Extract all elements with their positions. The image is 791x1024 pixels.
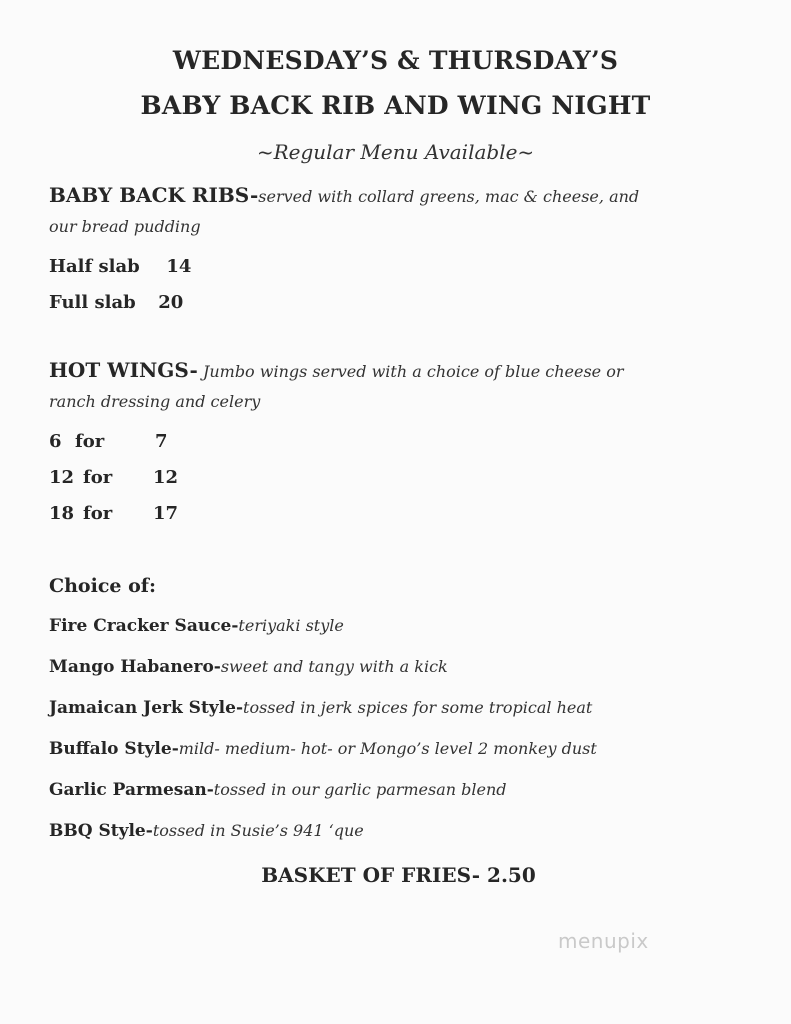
choice-description: tossed in Susie’s 941 ‘que bbox=[152, 821, 364, 840]
basket-of-fries: BASKET OF FRIES- 2.50 bbox=[261, 863, 536, 887]
choices-heading: Choice of: bbox=[49, 575, 156, 597]
choice-item bbox=[49, 657, 448, 677]
choice-description: tossed in our garlic parmesan blend bbox=[213, 780, 507, 799]
wings-for: for bbox=[83, 503, 113, 524]
ribs-price-value: 20 bbox=[158, 292, 184, 313]
wings-for: for bbox=[83, 467, 113, 488]
wings-for: for bbox=[75, 431, 105, 452]
wings-qty: 18 bbox=[49, 503, 75, 524]
choice-description: teriyaki style bbox=[238, 616, 344, 635]
ribs-heading-line bbox=[49, 183, 639, 207]
choice-name: BBQ Style- bbox=[49, 821, 153, 841]
choice-item bbox=[49, 780, 507, 800]
menu-title-line1: WEDNESDAY’S & THURSDAY’S bbox=[172, 46, 619, 75]
ribs-description-line1: served with collard greens, mac & cheese, and bbox=[258, 187, 640, 206]
choice-name: Garlic Parmesan- bbox=[49, 780, 214, 800]
choice-description: tossed in jerk spices for some tropical heat bbox=[243, 698, 593, 717]
choice-name: Mango Habanero- bbox=[49, 657, 221, 677]
wings-description-line1: Jumbo wings served with a choice of blue cheese or bbox=[202, 362, 624, 381]
wings-price: 17 bbox=[153, 503, 179, 524]
wings-price-row bbox=[49, 431, 168, 452]
ribs-price-value: 14 bbox=[166, 256, 192, 277]
menupix-watermark: menupix bbox=[558, 929, 649, 953]
wings-qty: 6 bbox=[49, 431, 62, 452]
wings-price: 12 bbox=[153, 467, 179, 488]
choice-item bbox=[49, 698, 592, 718]
choice-item bbox=[49, 821, 364, 841]
wings-heading-line bbox=[49, 358, 624, 382]
ribs-price-row-half bbox=[49, 256, 191, 277]
choice-description: mild- medium- hot- or Mongo’s level 2 monkey dust bbox=[178, 739, 597, 758]
wings-price: 7 bbox=[155, 431, 168, 452]
choice-item bbox=[49, 739, 597, 759]
choice-name: Buffalo Style- bbox=[49, 739, 179, 759]
ribs-description-line2: our bread pudding bbox=[49, 217, 201, 236]
wings-price-row bbox=[49, 467, 178, 488]
wings-description-line2: ranch dressing and celery bbox=[49, 392, 261, 411]
menu-title-line2: BABY BACK RIB AND WING NIGHT bbox=[140, 91, 651, 120]
wings-price-row bbox=[49, 503, 178, 524]
wings-heading: HOT WINGS- bbox=[49, 358, 198, 382]
ribs-price-row-full bbox=[49, 292, 183, 313]
choice-item bbox=[49, 616, 344, 636]
choice-description: sweet and tangy with a kick bbox=[220, 657, 448, 676]
menu-subtitle: ~Regular Menu Available~ bbox=[256, 140, 535, 164]
ribs-price-label: Full slab bbox=[49, 292, 136, 313]
choice-name: Jamaican Jerk Style- bbox=[49, 698, 244, 718]
wings-qty: 12 bbox=[49, 467, 75, 488]
ribs-price-label: Half slab bbox=[49, 256, 140, 277]
choice-name: Fire Cracker Sauce- bbox=[49, 616, 239, 636]
ribs-heading: BABY BACK RIBS- bbox=[49, 183, 259, 207]
